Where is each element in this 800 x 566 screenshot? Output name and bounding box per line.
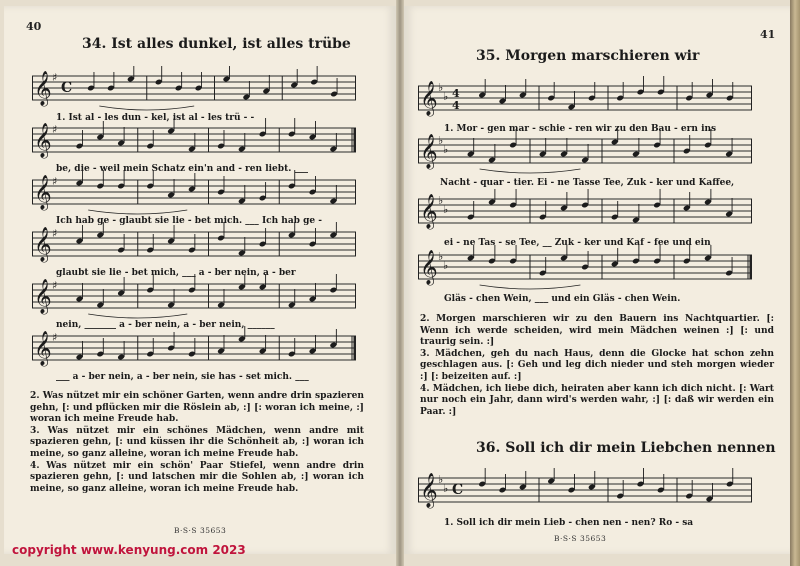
- sharp-icon: ♯: [52, 71, 58, 84]
- flat-icon: ♭: [443, 259, 449, 272]
- treble-clef-icon: 𝄞: [34, 123, 52, 158]
- sharp-icon: ♯: [52, 227, 58, 240]
- lyric-line: nein, _______ a - ber nein, a - ber nein, ______: [56, 320, 275, 330]
- treble-clef-icon: 𝄞: [420, 250, 438, 285]
- song-title-2: 36. Soll ich dir mein Liebchen nennen: [476, 440, 776, 456]
- lyric-line: glaubt sie lie - bet mich, ___ a - ber nein, a - ber: [56, 268, 296, 278]
- publisher-mark: B·S·S 35653: [554, 534, 607, 543]
- treble-clef-icon: 𝄞: [420, 134, 438, 169]
- left-page: [4, 6, 396, 554]
- publisher-mark: B·S·S 35653: [174, 526, 227, 535]
- flat-icon: ♭: [438, 81, 444, 94]
- verse: 3. Mädchen, geh du nach Haus, denn die Glocke hat schon zehn geschlagen aus. [: Geh und leg dich nieder und steh morgen wieder :] [: beizeiten auf. :]: [420, 347, 774, 382]
- flat-icon: ♭: [443, 90, 449, 103]
- lyric-line: Nacht - quar - tier. Ei - ne Tasse Tee, Zuk - ker und Kaffee,: [440, 178, 735, 188]
- sharp-icon: ♯: [52, 279, 58, 292]
- verse: 4. Was nützet mir ein schön' Paar Stiefel, wenn andre drin spazieren gehn, [: und latschen mir die Sohlen ab, :] woran ich meine, so ganz alleine, woran ich meine Freude hab.: [30, 459, 364, 494]
- lyric-line: Ich hab ge - glaubt sie lie - bet mich. ___ Ich hab ge -: [56, 216, 323, 226]
- sharp-icon: ♯: [52, 331, 58, 344]
- treble-clef-icon: 𝄞: [34, 175, 52, 210]
- page-number: 41: [760, 28, 776, 41]
- lyric-line: be, die - weil mein Schatz ein'n and - ren liebt. ___: [56, 164, 308, 174]
- treble-clef-icon: 𝄞: [34, 71, 52, 106]
- right-page: [404, 6, 790, 554]
- treble-clef-icon: 𝄞: [34, 227, 52, 262]
- music-staff: [418, 245, 756, 293]
- lyric-line: Gläs - chen Wein, ___ und ein Gläs - chen Wein.: [444, 294, 681, 304]
- flat-icon: ♭: [443, 203, 449, 216]
- music-staff: [32, 66, 360, 114]
- verse: 2. Morgen marschieren wir zu den Bauern ins Nachtquartier. [: Wenn ich werde scheiden, wird mein Mädchen weinen :] [: und traurig sein. :]: [420, 313, 774, 348]
- sheet-music: [4, 6, 396, 406]
- treble-clef-icon: 𝄞: [420, 473, 438, 508]
- lyric-line: 1. Mor - gen mar - schie - ren wir zu den Bau - ern ins: [444, 124, 717, 134]
- verse: 3. Was nützet mir ein schönes Mädchen, wenn andre mit spazieren gehn, [: und küssen ihr die Schönheit ab, :] woran ich meine, so ganz alleine, woran ich meine Freude hab.: [30, 424, 364, 459]
- flat-icon: ♭: [443, 482, 449, 495]
- lyric-line: 1. Ist al - les dun - kel, ist al - les trü - -: [56, 113, 255, 123]
- music-staff: [32, 274, 360, 322]
- book-edge: [790, 0, 800, 566]
- music-staff: [418, 189, 756, 237]
- music-staff: [32, 170, 360, 218]
- time-signature: 4: [452, 87, 460, 100]
- flat-icon: ♭: [438, 250, 444, 263]
- time-signature: 4: [452, 99, 460, 112]
- flat-icon: ♭: [438, 134, 444, 147]
- verse: 2. Was nützet mir ein schöner Garten, wenn andre drin spazieren gehn, [: und pflücken mir die Röslein ab, :] [: woran ich meine, :] woran ich meine Freude hab.: [30, 390, 364, 425]
- music-staff: [32, 222, 360, 270]
- song-title: 34. Ist alles dunkel, ist alles trübe: [82, 36, 351, 52]
- treble-clef-icon: 𝄞: [34, 279, 52, 314]
- time-signature: C: [61, 80, 73, 96]
- sharp-icon: ♯: [52, 123, 58, 136]
- treble-clef-icon: 𝄞: [420, 81, 438, 116]
- verses: [420, 313, 774, 417]
- lyric-line: ___ a - ber nein, a - ber nein, sie has - set mich. ___: [56, 372, 309, 382]
- music-staff: [32, 326, 360, 374]
- music-staff: [418, 76, 756, 124]
- copyright-watermark: copyright www.kenyung.com 2023: [12, 543, 246, 557]
- flat-icon: ♭: [443, 143, 449, 156]
- page-number: 40: [26, 20, 42, 33]
- lyric-line: ei - ne Tas - se Tee, __ Zuk - ker und Kaf - fee und ein: [444, 238, 711, 248]
- verses: [30, 390, 364, 494]
- verse: 4. Mädchen, ich liebe dich, heiraten aber kann ich dich nicht. [: Wart nur noch ein Jahr, dann wird's werden wahr, :] [: daß wir werden ein Paar. :]: [420, 382, 774, 417]
- flat-icon: ♭: [438, 473, 444, 486]
- music-staff: [418, 468, 756, 516]
- treble-clef-icon: 𝄞: [420, 194, 438, 229]
- book-gutter: [396, 0, 404, 566]
- flat-icon: ♭: [438, 194, 444, 207]
- lyric-line: 1. Soll ich dir mein Lieb - chen nen - nen? Ro - sa: [444, 518, 694, 528]
- music-staff: [418, 129, 756, 177]
- treble-clef-icon: 𝄞: [34, 331, 52, 366]
- song-title: 35. Morgen marschieren wir: [476, 48, 700, 64]
- time-signature: C: [452, 482, 464, 498]
- music-staff: [32, 118, 360, 166]
- sharp-icon: ♯: [52, 175, 58, 188]
